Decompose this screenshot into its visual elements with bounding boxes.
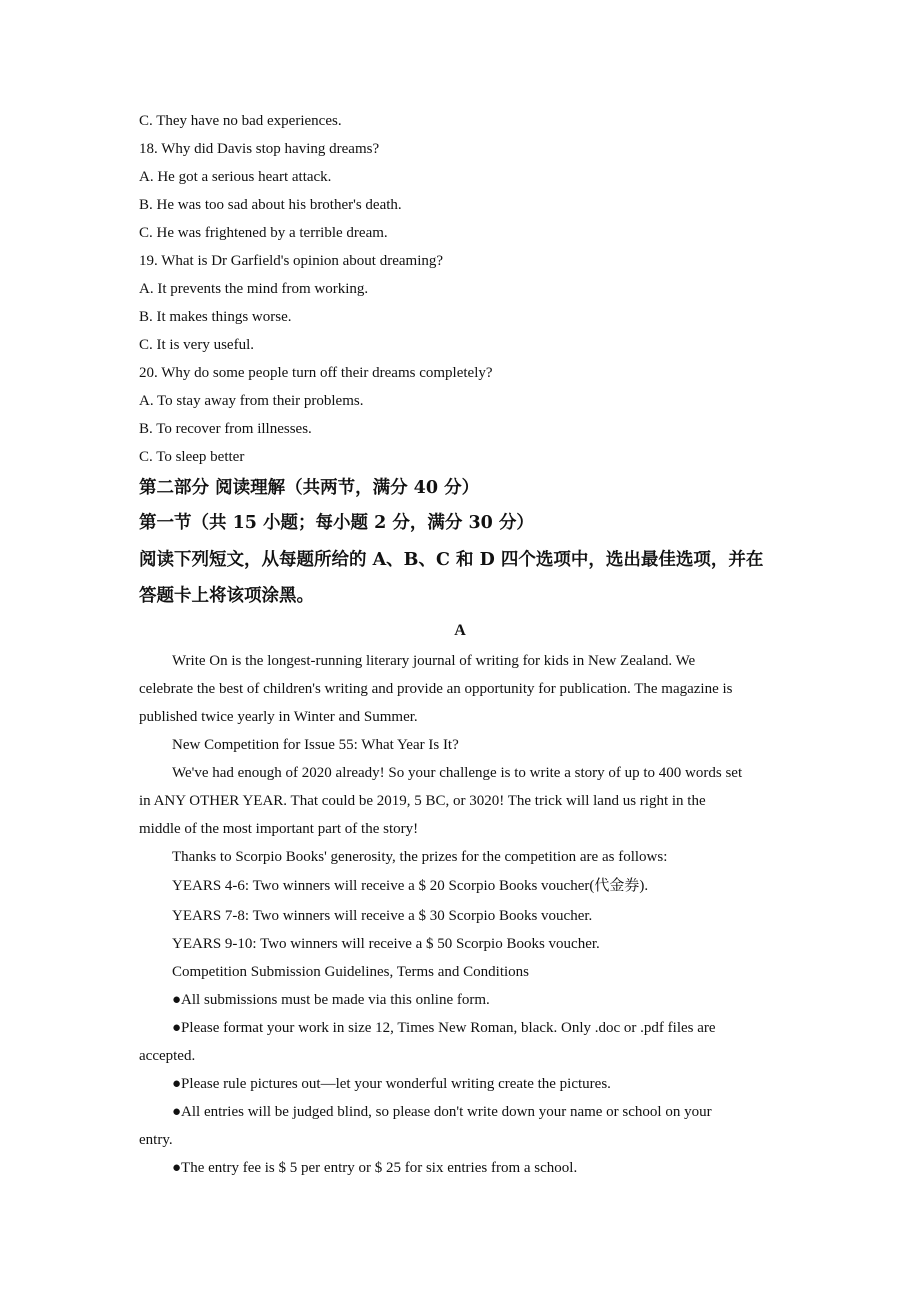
instructions-line-1: 阅读下列短文，从每题所给的 A、B、C 和 D 四个选项中，选出最佳选项，并在 xyxy=(139,550,764,570)
question-20: 20. Why do some people turn off their dreams completely? xyxy=(139,365,493,381)
instructions-line-2: 答题卡上将该项涂黑。 xyxy=(139,586,314,606)
passage-line: Competition Submission Guidelines, Terms and Conditions xyxy=(172,964,530,980)
option-20b: B. To recover from illnesses. xyxy=(139,421,312,437)
guideline-line: ●The entry fee is $ 5 per entry or $ 25 for six entries from a school. xyxy=(172,1160,578,1176)
passage-line: in ANY OTHER YEAR. That could be 2019, 5 BC, or 3020! The trick will land us right in the xyxy=(139,793,706,809)
prize-line: YEARS 9-10: Two winners will receive a $ 50 Scorpio Books voucher. xyxy=(172,936,600,952)
option-20c: C. To sleep better xyxy=(139,449,245,465)
option-18a: A. He got a serious heart attack. xyxy=(139,169,332,185)
passage-line: We've had enough of 2020 already! So your challenge is to write a story of up to 400 words set xyxy=(172,765,743,781)
prize-line: YEARS 7-8: Two winners will receive a $ 30 Scorpio Books voucher. xyxy=(172,908,593,924)
option-18b: B. He was too sad about his brother's death. xyxy=(139,197,402,213)
option-19a: A. It prevents the mind from working. xyxy=(139,281,369,297)
guideline-line: entry. xyxy=(139,1132,173,1148)
passage-line: middle of the most important part of the story! xyxy=(139,821,419,837)
passage-heading: A xyxy=(454,622,466,639)
passage-line: published twice yearly in Winter and Summer. xyxy=(139,709,418,725)
option-19b: B. It makes things worse. xyxy=(139,309,292,325)
passage-line: New Competition for Issue 55: What Year Is It? xyxy=(172,737,459,753)
guideline-line: ●All submissions must be made via this online form. xyxy=(172,992,490,1008)
option-18c: C. He was frightened by a terrible dream. xyxy=(139,225,388,241)
passage-line: celebrate the best of children's writing and provide an opportunity for publication. The magazine is xyxy=(139,681,733,697)
guideline-line: ●Please format your work in size 12, Times New Roman, black. Only .doc or .pdf files are xyxy=(172,1020,716,1036)
option-20a: A. To stay away from their problems. xyxy=(139,393,364,409)
subsection-title: 第一节（共 15 小题；每小题 2 分，满分 30 分） xyxy=(139,513,534,533)
question-19: 19. What is Dr Garfield's opinion about dreaming? xyxy=(139,253,444,269)
guideline-line: ●All entries will be judged blind, so please don't write down your name or school on your xyxy=(172,1104,712,1120)
option-19c: C. It is very useful. xyxy=(139,337,254,353)
question-18: 18. Why did Davis stop having dreams? xyxy=(139,141,380,157)
option-17c: C. They have no bad experiences. xyxy=(139,113,342,129)
prize-line: YEARS 4-6: Two winners will receive a $ 20 Scorpio Books voucher(代金券). xyxy=(172,878,649,894)
guideline-line: accepted. xyxy=(139,1048,196,1064)
passage-line: Thanks to Scorpio Books' generosity, the prizes for the competition are as follows: xyxy=(172,849,668,865)
passage-line: Write On is the longest-running literary journal of writing for kids in New Zealand. We xyxy=(172,653,696,669)
guideline-line: ●Please rule pictures out—let your wonderful writing create the pictures. xyxy=(172,1076,611,1092)
part-title: 第二部分 阅读理解（共两节，满分 40 分） xyxy=(139,478,480,498)
